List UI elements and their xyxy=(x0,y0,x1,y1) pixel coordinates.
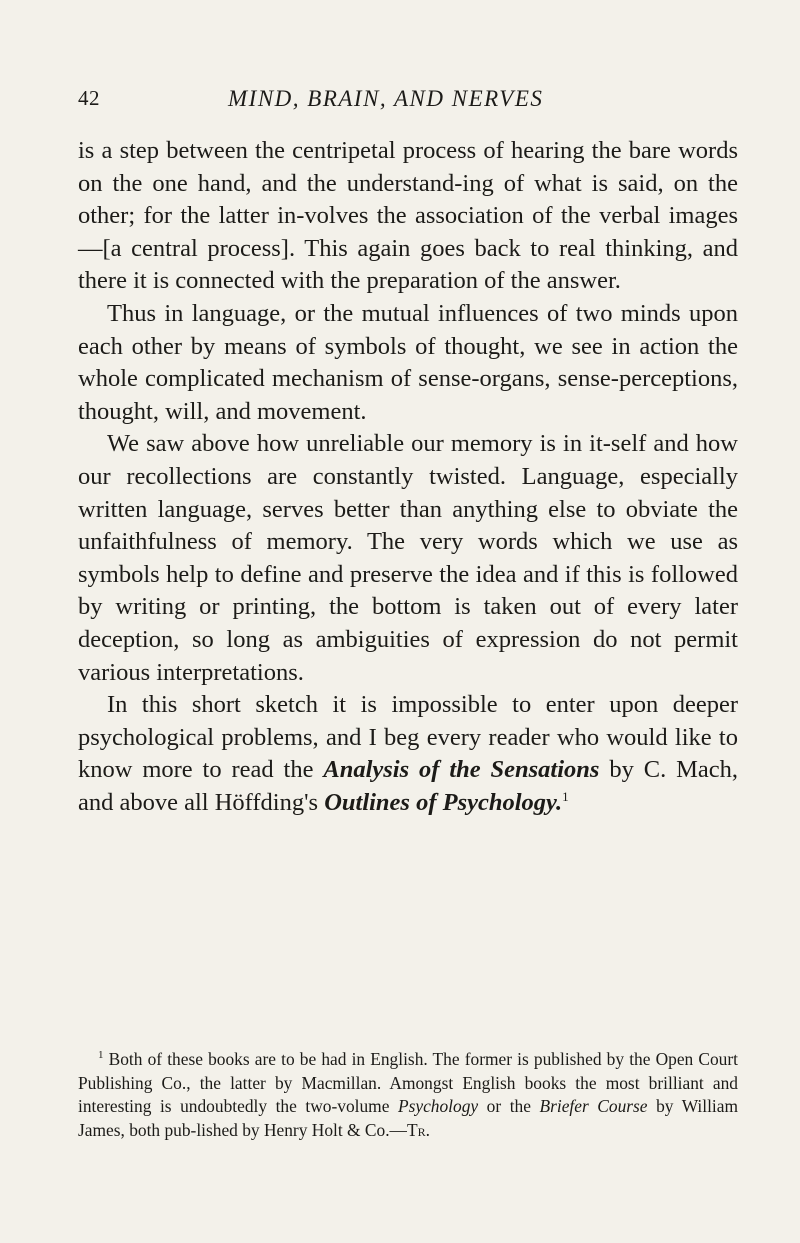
book-title-outlines: Outlines of Psychology. xyxy=(324,788,563,816)
footnote-1 xyxy=(78,1048,738,1142)
book-title-analysis: Analysis of the Sensations xyxy=(323,756,600,784)
paragraph-1: is a step between the centripetal process of hearing the bare words on the one hand, and the understand-ing of what is said, on the other; for the latter in-volves the association of the verbal images—[a central process]. This again goes back to real thinking, and there it is connected with the preparation of the answer. xyxy=(78,137,738,295)
footnote-after: by William James, both pub-lished by Henry Holt & Co.— xyxy=(78,1096,738,1140)
running-title: MIND, BRAIN, AND NERVES xyxy=(228,86,544,111)
translator-signature: Tr. xyxy=(406,1119,430,1140)
paragraph-2: Thus in language, or the mutual influences of two minds upon each other by means of symbols of thought, we see in action the whole complicated mechanism of sense-organs, sense-perceptions, thought, will, and movement. xyxy=(78,299,738,425)
footnotes xyxy=(78,1048,738,1142)
footnote-middle: or the xyxy=(478,1096,540,1116)
page-number: 42 xyxy=(78,86,100,110)
running-head xyxy=(78,86,738,122)
footnote-marker: 1 xyxy=(98,1049,104,1062)
body-text xyxy=(78,135,738,819)
paragraph-4-middle: by C. Mach, and above all Höffding's xyxy=(78,756,739,816)
footnote-title-psychology: Psychology xyxy=(397,1096,479,1116)
footnote-reference: 1 xyxy=(562,788,569,804)
paragraph-4 xyxy=(78,689,738,819)
footnote-text: Both of these books are to be had in English. The former is published by the Open Court Publishing Co., the latter by Macmillan. Amongst English books the most brilliant and interesting is undoubtedly the two-volume xyxy=(78,1049,738,1116)
footnote-title-briefer-course: Briefer Course xyxy=(539,1096,648,1116)
paragraph-3: We saw above how unreliable our memory is in it-self and how our recollections are constantly twisted. Language, especially written language, serves better than anything else to obviate the unfaithfulness of memory. The very words which we use as symbols help to define and preserve the idea and if this is followed by writing or printing, the bottom is taken out of every later deception, so long as ambiguities of expression do not permit various interpretations. xyxy=(78,430,738,686)
paragraph-4-text: In this short sketch it is impossible to enter upon deeper psychological problems, and I beg every reader who would like to know more to read the xyxy=(78,691,738,784)
